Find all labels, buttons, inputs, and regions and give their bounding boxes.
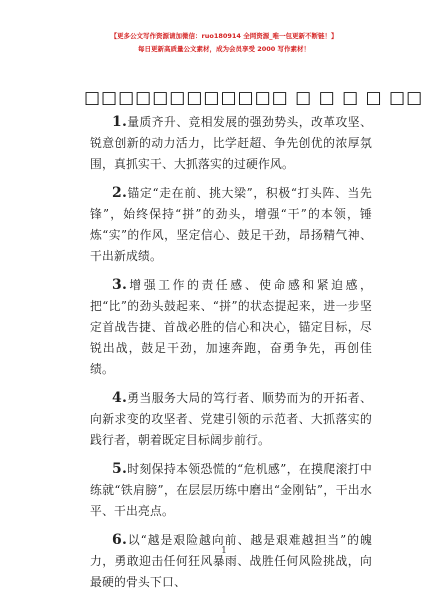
- paragraph-text: 锚定“走在前、挑大梁”，积极“打头阵、当先锋”，始终保持“拼”的劲头，增强“干”的本领，锤炼“实”的作风，坚定信心、鼓足干劲，昂扬精气神、干出新成绩。: [90, 186, 372, 263]
- paragraph-text: 以“越是艰险越向前、越是艰难越担当”的魄力，勇敢迎击任何狂风暴雨、战胜任何风险挑战，向最硬的骨头下口、: [90, 533, 372, 589]
- paragraph-number: 2.: [112, 185, 128, 201]
- paragraph-6: [90, 530, 372, 593]
- document-body: [90, 112, 372, 601]
- paragraph-text: 量质齐升、竞相发展的强劲势头，改革攻坚、锐意创新的动力活力，比学赶超、争先创优的浓厚氛围，真抓实干、大抓落实的过硬作风。: [90, 115, 372, 171]
- promo-banner-line-1: 【更多公文写作资源请加微信：ruo180914 全网资源_唯一包更新不断链！】: [110, 32, 338, 40]
- paragraph-1: [90, 112, 372, 175]
- promo-banner-line-2: 每日更新高质量公文素材，成为会员享受 2000 写作素材！: [137, 45, 311, 53]
- paragraph-number: 5.: [112, 461, 128, 477]
- paragraph-text: 勇当服务大局的笃行者、顺势而为的开拓者、向新求变的攻坚者、党建引领的示范者、大抓落实的践行者，朝着既定目标阔步前行。: [90, 391, 372, 447]
- paragraph-number: 1.: [112, 114, 128, 130]
- paragraph-number: 6.: [112, 532, 128, 548]
- page-number: 1: [221, 546, 227, 556]
- paragraph-number: 3.: [112, 277, 128, 293]
- paragraph-number: 4.: [112, 390, 128, 406]
- promo-banner: [0, 30, 448, 56]
- paragraph-text: 时刻保持本领恐慌的“危机感”，在摸爬滚打中练就“铁肩膀”，在层层历练中磨出“金刚钻”，干出水平、干出亮点。: [90, 462, 372, 518]
- paragraph-2: [90, 183, 372, 267]
- document-title: □□□□□□□□□□□□ □ □ □ □ □□: [84, 88, 424, 108]
- paragraph-4: [90, 388, 372, 451]
- paragraph-5: [90, 459, 372, 522]
- paragraph-text: 增强工作的责任感、使命感和紧迫感，把“比”的劲头鼓起来、“拼”的状态提起来，进一步坚定首战告捷、首战必胜的信心和决心，锚定目标，尽锐出战，鼓足干劲，加速奔跑，奋勇争先，再创佳绩。: [90, 278, 372, 376]
- paragraph-3: [90, 275, 372, 380]
